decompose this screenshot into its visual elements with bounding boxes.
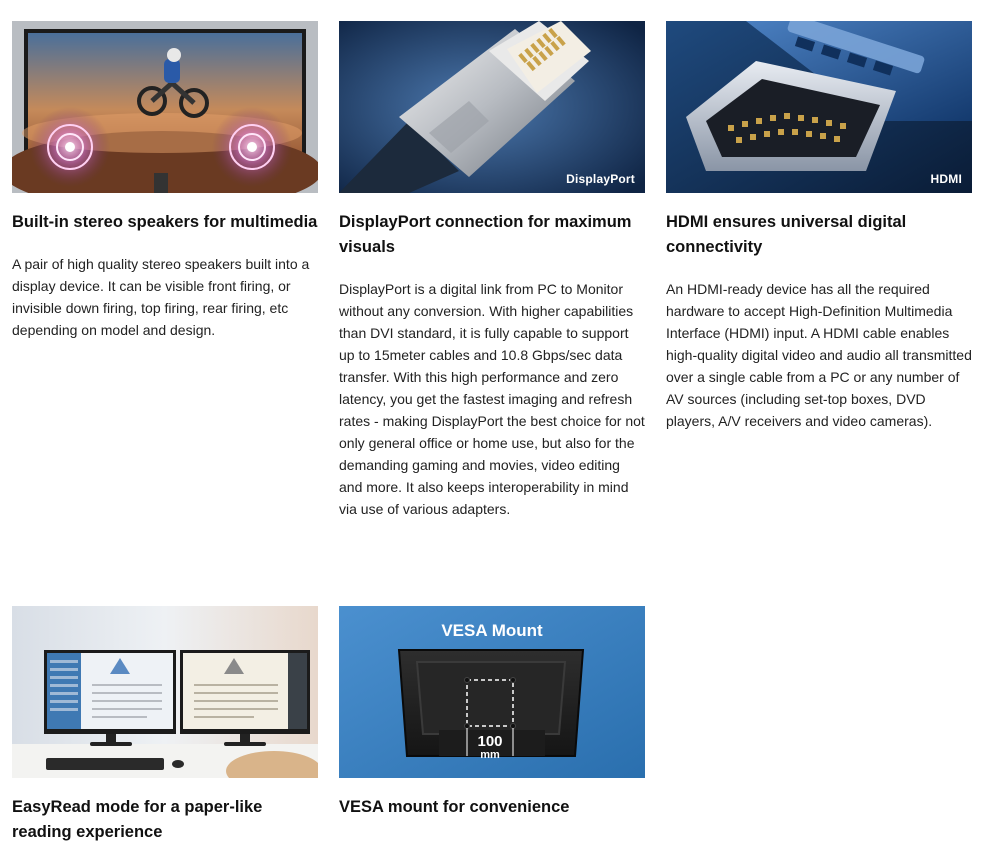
feature-card-speakers <box>12 21 318 341</box>
feature-title: VESA mount for convenience <box>339 798 570 816</box>
feature-card-displayport <box>339 21 645 520</box>
vesa-dimension-number: 100 <box>477 733 503 750</box>
speakers-image <box>12 21 318 193</box>
easyread-image <box>12 606 318 778</box>
displayport-image <box>339 21 645 193</box>
hdmi-image <box>666 21 972 193</box>
vesa-image <box>339 606 645 778</box>
hdmi-badge: HDMI <box>930 172 962 186</box>
displayport-badge: DisplayPort <box>566 172 635 186</box>
feature-description: An HDMI-ready device has all the required hardware to accept High-Definition Multimedia Interface (HDMI) input. A HDMI cable enables high-quality digital video and audio all transmitted over a single cable from a PC or any number of AV sources (including set-top boxes, DVD players, A/V receivers and video cameras). <box>666 281 972 429</box>
feature-title: DisplayPort connection for maximum visuals <box>339 213 632 256</box>
feature-title: EasyRead mode for a paper-like reading experience <box>12 798 263 841</box>
feature-description: A pair of high quality stereo speakers built into a display device. It can be visible front firing, or invisible down firing, top firing, rear firing, etc depending on model and design. <box>12 256 310 338</box>
feature-title: Built-in stereo speakers for multimedia <box>12 213 318 231</box>
feature-card-vesa <box>339 606 645 820</box>
feature-title: HDMI ensures universal digital connectivity <box>666 213 907 256</box>
feature-card-hdmi <box>666 21 972 432</box>
vesa-dimension-unit: mm <box>480 749 500 761</box>
feature-description: DisplayPort is a digital link from PC to Monitor without any conversion. With higher capabilities than DVI standard, it is fully capable to support up to 15meter cables and 10.8 Gbps/sec data transfer. With this high performance and zero latency, you get the fastest imaging and refresh rates - making DisplayPort the best choice for not only general office or home use, but also for the demanding gaming and movies, video editing and more. It also keeps interoperability in mind via use of various adapters. <box>339 281 645 517</box>
feature-card-easyread <box>12 606 318 843</box>
vesa-heading: VESA Mount <box>441 621 543 640</box>
